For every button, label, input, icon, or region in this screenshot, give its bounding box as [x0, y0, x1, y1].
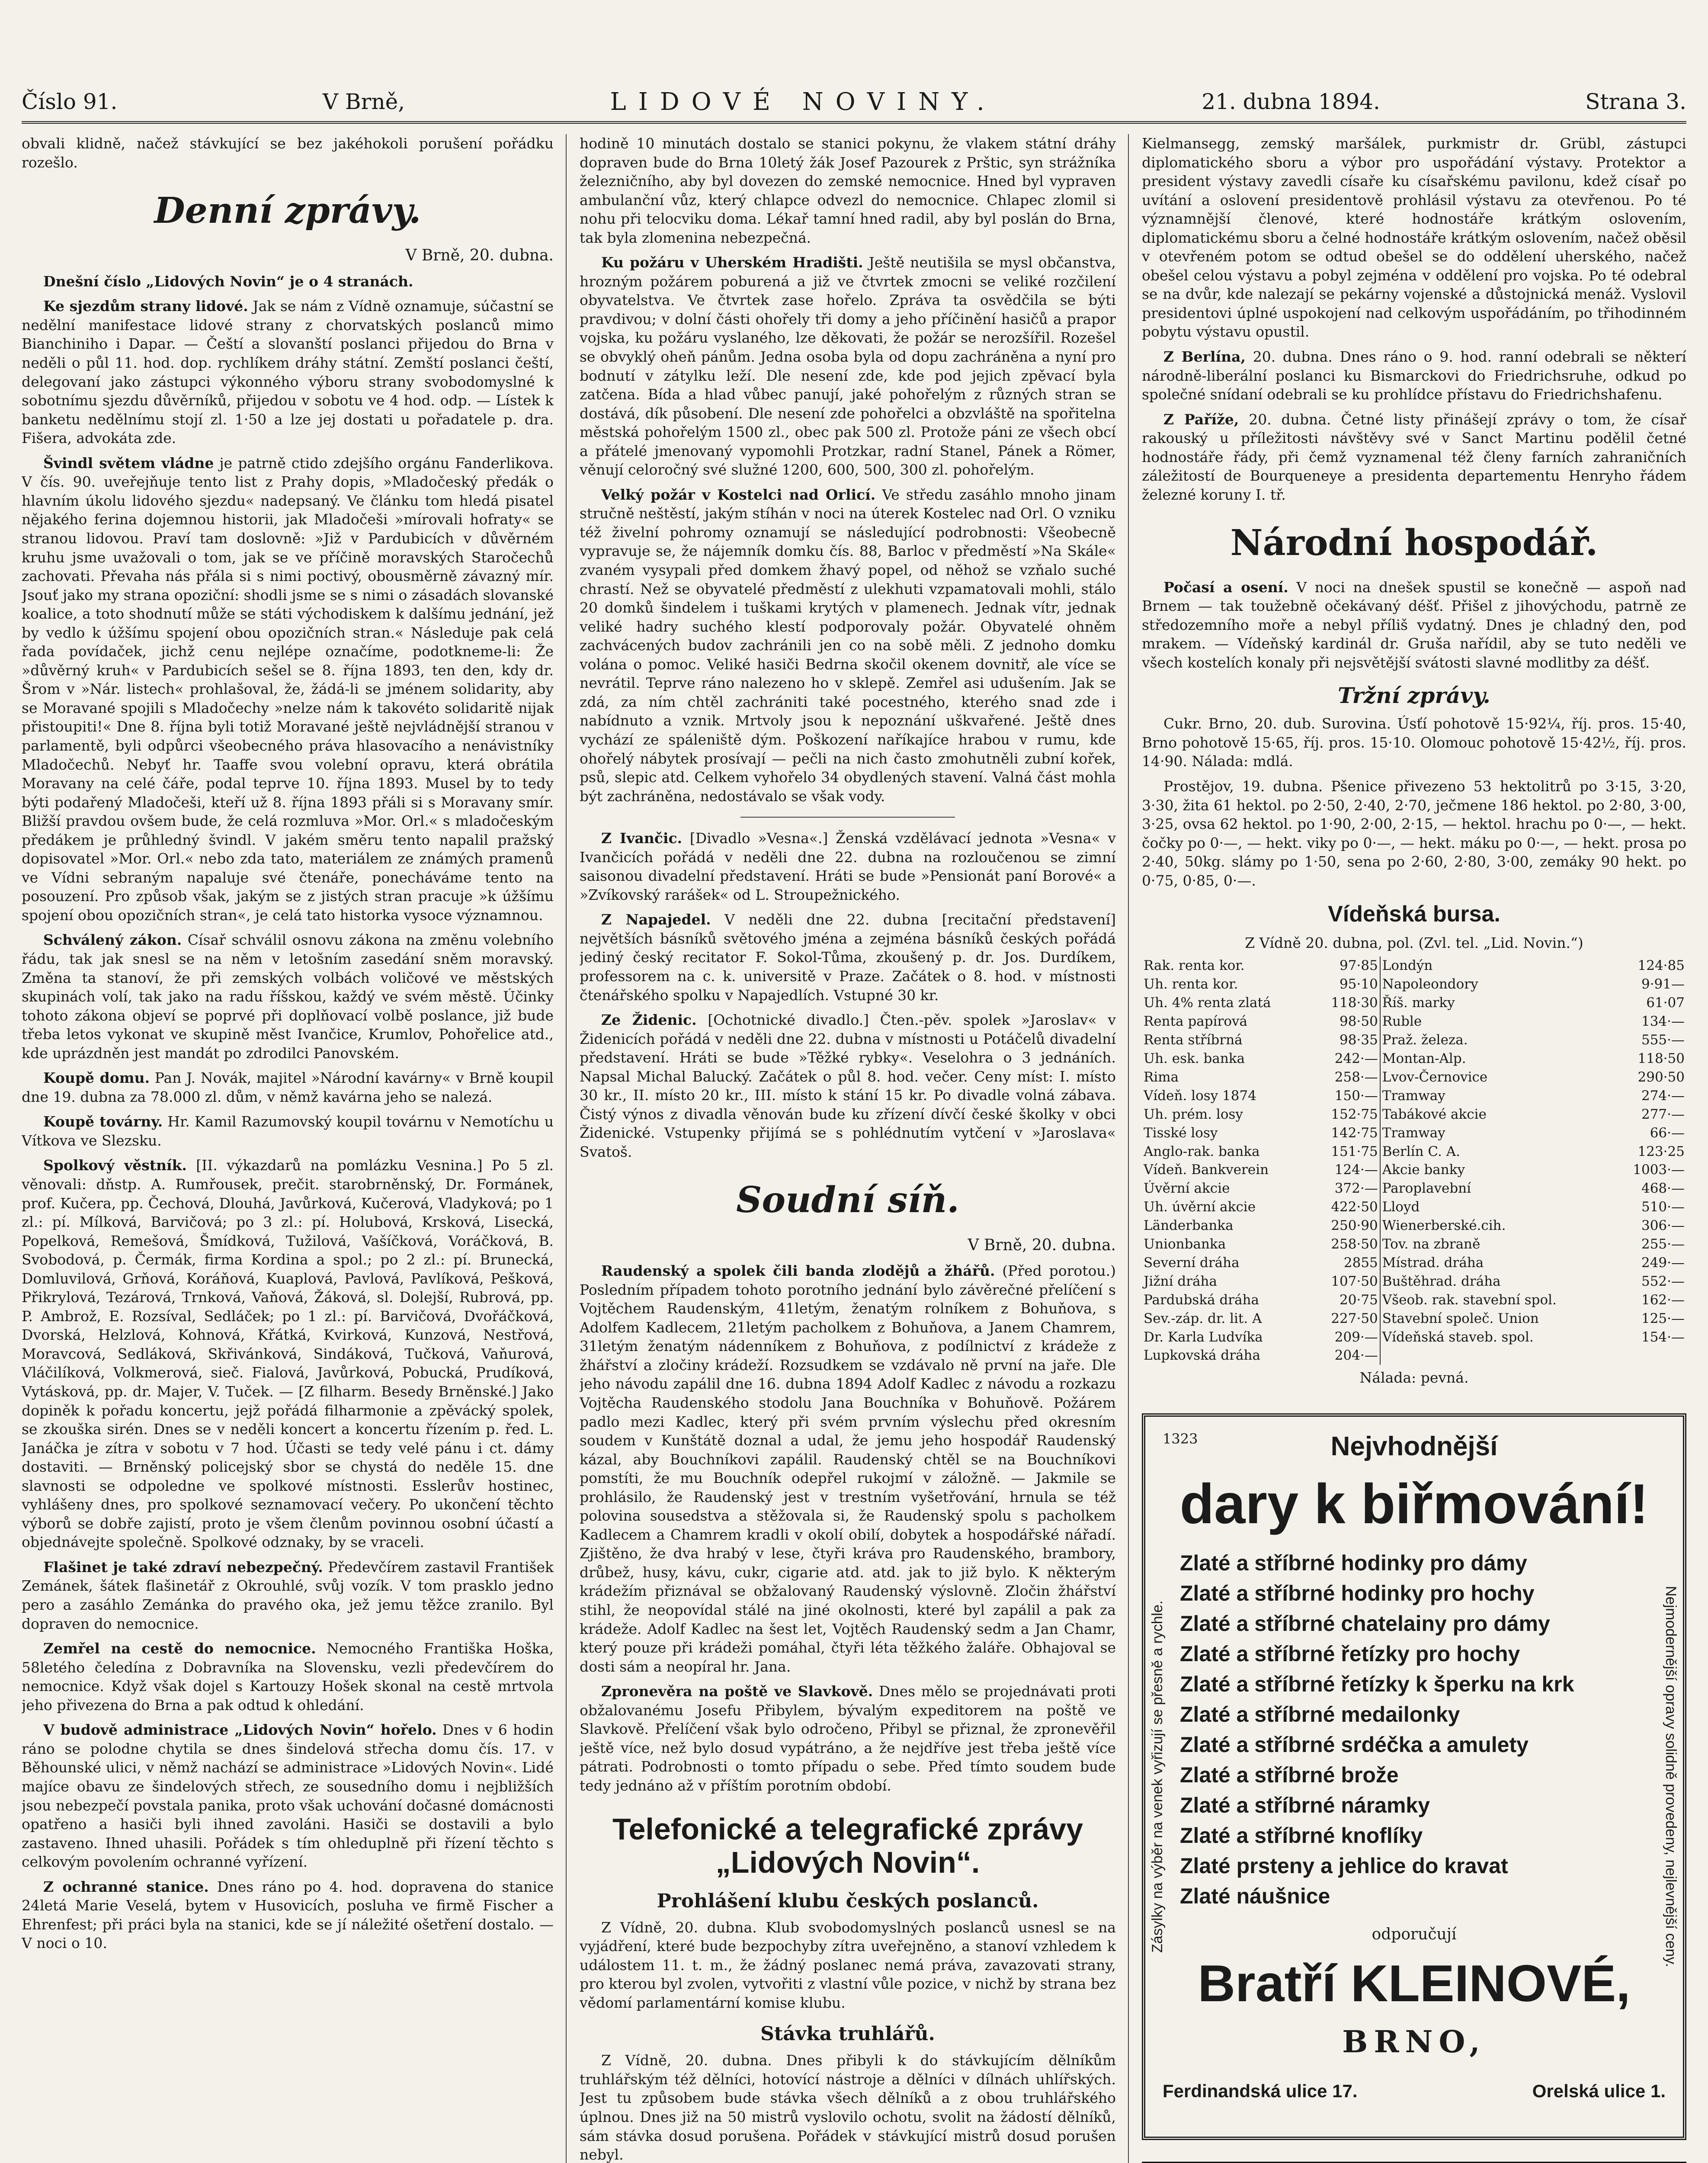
article-heading: Ku požáru v Uherském Hradišti. — [601, 254, 863, 271]
article-heading: Z ochranné stanice. — [43, 1878, 209, 1895]
bursa-security-name: Uh. prém. losy — [1144, 1106, 1243, 1122]
section-title-narodni-hospodar: Národní hospodář. — [1230, 522, 1598, 564]
bursa-price: 98·35 — [1339, 1032, 1378, 1048]
article-heading: Velký požár v Kostelci nad Orlicí. — [601, 486, 876, 503]
article-body: [Ochotnické divadlo.] Čten.-pěv. spolek »Jaroslav« v Židenicích pořádá v neděli dne 22. dubna v místnosti u Potáčelů divadelní představení. Hráti se bude »Těžké rybky«. Veselohra o 3 jednáních. Napsal Michal Balucký. Začátek o půl 8. hod. večer. Ceny míst: I. místo 30 kr., II. místo 20 kr., III. místo k stání 15 kr. Po divadle volná zábava. Čistý výnos z divadla věnován bude ku zřízení dívčí české školky v obci Židenické. Vstupenky přijímá se s pohlédnutím vytčení v »Jaroslava« Svatoš. — [580, 1011, 1116, 1160]
bursa-security-name: Länderbanka — [1144, 1218, 1234, 1234]
article — [22, 297, 554, 447]
dateline: V Brně, 20. dubna. — [968, 1236, 1116, 1254]
bursa-security-name — [1380, 1346, 1614, 1365]
article-heading: Schválený zákon. — [43, 931, 182, 949]
bursa-row — [1142, 1254, 1686, 1272]
article-heading: Koupě továrny. — [43, 1113, 163, 1130]
bursa-price: 118·30 — [1331, 995, 1378, 1011]
bursa-row — [1142, 1309, 1686, 1328]
ad-item: Zlaté a stříbrné knoflíky — [1180, 1823, 1423, 1848]
bursa-security-name: Říš. marky — [1380, 994, 1614, 1012]
article — [580, 1261, 1116, 1676]
bursa-security-name: Tramway — [1380, 1124, 1614, 1142]
column-2 — [580, 134, 1116, 2163]
bursa-security-name: Londýn — [1380, 956, 1614, 975]
section-title-denni-zpravy: Denní zprávy. — [154, 190, 421, 232]
column-rule — [566, 134, 567, 2163]
article-body: je patrně ctido zdejšího orgánu Fanderlikova. V čís. 90. uveřejňuje tento list z Prahy dopis, »Mladočeský předák o hlavním úkolu lidového sjezdu« nadepsaný. Ve článku tom hledá pisatel nějakého ferina dojemnou historii, jak Mladočeši »mírovali hofraty« se stranou lidovou. Praví tam doslovně: »Již v Pardubicích v důvěrném kruhu jsme uvažovali o tom, jak se ve příčině moravských Staročechů zachovati. Převaha nás přála si s nimi poctivý, obousměrně závazný mír. Jsouť jako my strana opoziční: shodli jsme se s nimi o zásadách slovanské koalice, a toto shodnutí může se státi východiskem k dalšímu jednání, jež by vedlo k úžšímu spojení obou opozičních stran.« Následuje pak celá řada povídaček, jichž cenu nejlépe označíme, podotkneme-li: Že »důvěrný kruh« v Pardubicích sešel se 8. října 1893, ten den, kdy dr. Šrom v »Nár. listech« prohlašoval, že, žádá-li se jménem solidarity, aby se Moravané spojili s Mladočechy »nelze nám k takovéto solidaritě nijak přistoupiti!« Dne 8. října byli totiž Moravané ještě nejvládnější stranou v parlamentě, byli odpůrci všeobecného práva hlasovacího a nenávistníky Mladočechů. Nebyť hr. Taaffe svou volební opravu, která obrátila Moravany na celé čáře, podal teprve 10. října 1893. Musel by to tedy býti podařený Mladočeši, kteří už 8. října 1893 přáli si s Moravany smír. Bližší pravdou ovšem bude, že celá rozmluva »Mor. Orl.« s mladočeským předákem je průhledný švindl. V jakém směru tento napalil pražský dopisovatel »Mor. Orl.« nebo zda tato, materiálem ze známých pramenů ve Vídni sebraným napaluje své čtenáře, ponecháváme tento na posouzení. Pro způsob však, jakým se z jistých stran pracuje »k úžšímu spojení obou opozičních stran«, je celá tato historka vysoce významnou. — [22, 454, 554, 924]
bursa-price: 162·— — [1641, 1292, 1685, 1308]
article-heading: Ke sjezdům strany lidové. — [43, 298, 248, 315]
bursa-price: 204·— — [1334, 1348, 1378, 1364]
bursa-security-name: Paroplavební — [1380, 1179, 1614, 1198]
bursa-security-name: Vídeňská staveb. spol. — [1380, 1328, 1614, 1347]
bursa-security-name: Rima — [1144, 1069, 1179, 1085]
bursa-security-name: Uh. úvěrní akcie — [1144, 1199, 1256, 1215]
article — [22, 1720, 554, 1871]
market-report: Cukr. Brno, 20. dub. Surovina. Úsťí pohotově 15·92¼, říj. pros. 15·40, Brno pohotově 15·65, říj. pros. 15·10. Olomouc pohotově 15·42½, říj. pros. 14·90. Nálada: mdlá. — [1142, 715, 1686, 770]
bursa-security-name: Napoleondory — [1380, 975, 1614, 994]
article-heading: Flašinet je také zdraví nebezpečný. — [43, 1558, 323, 1576]
bursa-table-body — [1142, 956, 1686, 1365]
bursa-price: 249·— — [1641, 1255, 1685, 1271]
article — [22, 931, 554, 1062]
subheading: Stávka truhlářů. — [760, 2023, 935, 2045]
article-heading: Z Ivančic. — [601, 830, 683, 847]
bursa-security-name: Lupkovská dráha — [1144, 1348, 1260, 1364]
ad-city: BRNO, — [1342, 2023, 1486, 2060]
column-rule — [1128, 134, 1129, 2163]
bursa-price: 277·— — [1641, 1106, 1685, 1122]
article-body: Dnes v 6 hodin ráno se polodne chytila se dnes šindelová střecha domu čís. 17. v Běhounské ulici, v němž nachází se administrace »Lidových Novin«. Lidé majíce obavu ze šindelových střech, ze sousedního domu i nejbližších jsou nebezpečí povstala panika, proto však uchování dočasné domácnosti opatřeno a hasiči byli ihned zavoláni. Hasiči se dostavili a bylo zastaveno. Ihned uhasili. Pořádek s tím ohleduplně při řízení těchto s celkovým povolením ochranné vyřízení. — [22, 1721, 554, 1871]
bursa-price: 209·— — [1334, 1329, 1378, 1345]
bursa-row — [1142, 1161, 1686, 1179]
ad-item: Zlaté a stříbrné hodinky pro dámy — [1180, 1551, 1527, 1575]
article-body: Hr. Kamil Razumovský koupil továrnu v Nemotíchu u Vítkova ve Slezsku. — [22, 1113, 554, 1149]
bursa-security-name: Anglo-rak. banka — [1144, 1143, 1260, 1159]
bursa-price: 250·90 — [1331, 1218, 1378, 1234]
article — [22, 1558, 554, 1633]
article — [22, 1639, 554, 1714]
newspaper-page — [22, 17, 1686, 2163]
bursa-price: 422·50 — [1331, 1199, 1378, 1215]
bursa-security-name: Vídeň. Bankverein — [1144, 1162, 1269, 1178]
article — [22, 1156, 554, 1551]
article — [1142, 578, 1686, 672]
article-continuation: obvali klidně, načež stávkující se bez jakéhokoli porušení pořádku rozešlo. — [22, 135, 554, 171]
bursa-price: 98·50 — [1339, 1014, 1378, 1030]
ad-item-list — [1163, 1548, 1666, 1911]
bursa-price: 118·50 — [1638, 1050, 1685, 1066]
ad-item: Zlaté a stříbrné brože — [1180, 1763, 1399, 1787]
bursa-price: 274·— — [1641, 1088, 1685, 1104]
subheading-bursa: Vídeňská bursa. — [1328, 902, 1500, 927]
ad-recommend: odporučují — [1372, 1926, 1457, 1943]
page-number: Strana 3. — [1585, 89, 1686, 114]
ad-item: Zlaté náušnice — [1180, 1884, 1330, 1908]
bursa-row — [1142, 956, 1686, 975]
bursa-row — [1142, 1179, 1686, 1198]
bursa-row — [1142, 1198, 1686, 1216]
article-heading: Zemřel na cestě do nemocnice. — [43, 1640, 316, 1657]
bursa-security-name: Unionbanka — [1144, 1236, 1226, 1252]
bursa-security-name: Praž. železa. — [1380, 1031, 1614, 1049]
ad-item: Zlaté a stříbrné medailonky — [1180, 1702, 1460, 1727]
bursa-price: 468·— — [1641, 1181, 1685, 1197]
bursa-row — [1142, 1012, 1686, 1031]
masthead — [22, 82, 1686, 124]
bursa-security-name: Montan-Alp. — [1380, 1049, 1614, 1068]
bursa-row — [1142, 1328, 1686, 1347]
article-heading: Ze Židenic. — [601, 1011, 697, 1029]
article-heading: Raudenský a spolek čili banda zlodějů a žhářů. — [601, 1262, 995, 1280]
bursa-security-name: Akcie banky — [1380, 1161, 1614, 1179]
article-continuation: Kielmansegg, zemský maršálek, purkmistr dr. Grübl, zástupci diplomatického sboru a výbor pro uspořádání výstavy. Protektor a president výstavy zavedli císaře ku císařskému pavilonu, kdež císař po uvítání a oslovení presidentově prohlásil výstavu za otevřenou. Po té významnější členové, které hodnostáře krátkým oslovením, diplomatickému sboru a čelné hodnostáře krátkým oslovením, načež oběsil v otevřeném potom se odtud obešel se do oddělení uherského, načež obešel celou výstavu a pobyl zejména v oddělení pro vojska. Po té odebral se na dvůr, kde nalezají se pekárny vojenské a důstojnická menáž. Vyslovil presidentovi úplné uspokojení nad celkovým uspořádáním, po třihodinném pobytu výstavu opustil. — [1142, 135, 1686, 340]
bursa-security-name: Uh. esk. banka — [1144, 1050, 1245, 1066]
article — [1142, 410, 1686, 504]
bursa-price: 306·— — [1641, 1218, 1685, 1234]
article — [1142, 347, 1686, 404]
bursa-security-name: Vídeň. losy 1874 — [1144, 1088, 1256, 1104]
article — [580, 910, 1116, 1004]
divider — [740, 817, 955, 818]
page-count-notice: Dnešní číslo „Lidových Novin“ je o 4 stranách. — [43, 273, 413, 290]
bursa-price: 123·25 — [1638, 1143, 1685, 1159]
article-body: Pan J. Novák, majitel »Národní kavárny« v Brně koupil dne 19. dubna za 78.000 zl. dům, v němž kavárna jeho se nalezá. — [22, 1069, 554, 1105]
section-title-soudni-sin: Soudní síň. — [736, 1179, 959, 1221]
bursa-row — [1142, 1031, 1686, 1049]
bursa-price: 1003·— — [1633, 1162, 1685, 1178]
bursa-price: 9·91— — [1641, 976, 1685, 992]
bursa-security-name: Dr. Karla Ludvíka — [1144, 1329, 1263, 1345]
bursa-price: 142·75 — [1331, 1125, 1378, 1141]
subheading-trzni-zpravy: Tržní zprávy. — [1338, 683, 1490, 709]
bursa-security-name: Renta papírová — [1144, 1014, 1248, 1030]
ad-headline: Nejvhodnější — [1330, 1431, 1498, 1462]
ad-firm-name: Bratří KLEINOVÉ, — [1198, 1954, 1631, 2012]
bursa-price: 134·— — [1641, 1014, 1685, 1030]
bursa-price: 154·— — [1641, 1329, 1685, 1345]
bursa-price: 66·— — [1650, 1125, 1685, 1141]
bursa-price: 124·85 — [1638, 958, 1685, 974]
article-body: Dnes mělo se projednávati proti obžalovanému Josefu Přibylem, bývalým expeditorem na poště ve Slavkově. Přelíčení však bylo odročeno, Přibyl se přiznal, že zpronevěřil ještě více, než bylo dosud vypátráno, a že nejdříve jest třeba ještě více pátrati. Podrobnosti o tomto případu o sebe. Před tímto soudem bude tedy jednáno až v příštím porotním období. — [580, 1683, 1116, 1794]
bursa-row — [1142, 1235, 1686, 1254]
article-heading: Koupě domu. — [43, 1069, 150, 1087]
article — [22, 454, 554, 925]
bursa-price: 255·— — [1641, 1236, 1685, 1252]
bursa-security-name: Tisské losy — [1144, 1125, 1218, 1141]
bursa-price — [1614, 1346, 1686, 1365]
column-1 — [22, 134, 554, 2163]
market-report: Prostějov, 19. dubna. Pšenice přivezeno 53 hektolitrů po 3·15, 3·20, 3·30, žita 61 hektol. po 2·50, 2·40, 2·70, ječmene 186 hektol. po 2·80, 3·00, 3·25, ovsa 62 hektol. po 1·90, 2·00, 2·15, — hektol. hrachu po 0·—, — hekt. čočky po 0·—, — hekt. viky po 0·—, — hekt. máku po 0·—, — hekt. prosa po 2·40, 50kg. slámy po 1·50, sena po 2·60, 2·80, 3·00, zemáky 90 hekt. po 0·75, 0·85, 0·—. — [1142, 778, 1686, 889]
bursa-price: 124·— — [1334, 1162, 1378, 1178]
ad-headline-large: dary k biřmování! — [1179, 1472, 1649, 1535]
section-title-telegrafy: Telefonické a telegrafické zprávy „Lidových Novin“. — [612, 1812, 1083, 1879]
bursa-security-name: Lloyd — [1380, 1198, 1614, 1216]
article-heading: Zpronevěra na poště ve Slavkově. — [601, 1683, 873, 1700]
bursa-row — [1142, 1142, 1686, 1161]
bursa-security-name: Buštěhrad. dráha — [1380, 1272, 1614, 1291]
bursa-price: 2855 — [1343, 1255, 1378, 1271]
article-body: Jak se nám z Vídně oznamuje, súčastní se nedělní manifestace lidové strany z chorvatských poslanců mimo Bianchiniho i Dapar. — Čeští a slovanští poslanci přijedou do Brna v neděli o půl 11. hod. dop. rychlíkem dráhy státní. Zemští poslanci čeští, delegovaní jako zástupci výkonného výboru strany svobodomyslné k sobotnímu sjezdu důvěrníků, přijedou v sobotu ve 4 hod. odp. — Lístek k banketu nedělnímu stojí zl. 1·50 a lze jej dostati u pořadatele p. dra. Fišera, advokáta zde. — [22, 298, 554, 447]
bursa-price: 152·75 — [1331, 1106, 1378, 1122]
bursa-price: 61·07 — [1646, 995, 1685, 1011]
bursa-security-name: Severní dráha — [1144, 1255, 1240, 1271]
article: Z Vídně, 20. dubna. Klub svobodomyslných poslanců usnesl se na vyjádření, které bude bezpochyby zítra uveřejněno, a stanoví vzhledem k událostem 11. t. m., že žádný poslanec nemá práva, zavazovati strany, pro kterou byl zvolen, vytvořiti z vlastní vůle pozice, v nichž by strana bez vědomí parlamentární komise klubu. — [580, 1919, 1116, 2011]
bursa-security-name: Tramway — [1380, 1087, 1614, 1105]
bursa-security-name: Tov. na zbraně — [1380, 1235, 1614, 1254]
bursa-security-name: Jižní dráha — [1144, 1273, 1218, 1289]
bursa-row — [1142, 1346, 1686, 1365]
dateline: V Brně, 20. dubna. — [405, 247, 554, 265]
place: V Brně, — [322, 89, 405, 114]
article-heading: V budově administrace „Lidových Novin“ hořelo. — [43, 1721, 437, 1739]
article-body: 20. dubna. Četné listy přinášejí zprávy o tom, že císař rakouský u příležitosti návštěvy své v Sanct Martinu podělil četné hodnostáře řády, při čemž vyznamenal též členy farních zahraničních záležitostí de Bourqueneye a presidenta departementu Henryho řádem železné koruny I. tř. — [1142, 411, 1686, 503]
bursa-price: 242·— — [1334, 1050, 1378, 1066]
article-heading: Spolkový věstník. — [43, 1157, 187, 1174]
issue-number: Číslo 91. — [22, 89, 118, 114]
bursa-price: 552·— — [1641, 1273, 1685, 1289]
article-heading: Švindl světem vládne — [43, 454, 214, 472]
ad-address: Orelská ulice 1. — [1532, 2081, 1666, 2102]
article-body: Ještě neutišila se mysl občanstva, hrozným požárem poburená a již ve čtvrtek zmocni se veliké rozčilení obyvatelstva. Ve čtvrtek zase hořelo. Zpráva ta osvědčila se býti pravdivou; v dolní části ohořely tři domy a jeho příčinění hasičů a prapor vojska, ku požáru vyslaného, lze děkovati, že požár se nerozšířil. Rozešel se obvyklý oheň pánům. Jedna osoba byla od dopu zachráněna a nyní pro bodnutí v zátylku leží. Dle nesení zde, kde pod jejich zpěvací byla zatčena. Bída a hlad vůbec panují, jaké pohořelým z různých stran se dostává, dík působení. Dle nesení zde pohořelci a obzvláště na spořitelna městská pohořelým 1500 zl., obec pak 500 zl. Protože páni ze všech obcí a přátelé jmenovaný vypomohli Protzkar, radní Stanel, Pánek a Römer, věnují celoročný své služné 1200, 600, 500, 300 zl. pohořelým. — [580, 254, 1116, 478]
bursa-price: 258·— — [1334, 1069, 1378, 1085]
column-3 — [1142, 134, 1686, 2163]
bursa-price: 151·75 — [1331, 1143, 1378, 1159]
article — [580, 1011, 1116, 1161]
bursa-security-name: Wienerberské.cih. — [1380, 1216, 1614, 1235]
newspaper-title: LIDOVÉ NOVINY. — [610, 87, 997, 116]
bursa-row — [1142, 1216, 1686, 1235]
ad-item: Zlaté a stříbrné hodinky pro hochy — [1180, 1581, 1535, 1605]
bursa-price: 555·— — [1641, 1032, 1685, 1048]
bursa-price: 95·10 — [1339, 976, 1378, 992]
ad-item: Zlaté a stříbrné řetízky pro hochy — [1180, 1642, 1520, 1666]
bursa-price: 510·— — [1641, 1199, 1685, 1215]
bursa-price: 227·50 — [1331, 1310, 1378, 1326]
subheading: Prohlášení klubu českých poslanců. — [657, 1890, 1039, 1912]
bursa-security-name: Místrad. dráha — [1380, 1254, 1614, 1272]
article-body: Předevčírem zastavil František Zemánek, šátek flašinetář z Okrouhlé, svůj vozík. V tom prasklo jedno pero a zasáhlo Zemánka do pravého oka, jež jemu těžce zranilo. Byl dopraven do nemocnice. — [22, 1558, 554, 1632]
ad-address: Ferdinandská ulice 17. — [1163, 2081, 1358, 2102]
advertisement-kleinove — [1142, 1413, 1686, 2140]
article-body: 20. dubna. Dnes ráno o 9. hod. ranní odebrali se některí národně-liberální poslanci ku Bismarckovi do Friedrichsruhe, odkud po společné snídaní odebrali se ku prohlídce přístavu do Friedrichshafenu. — [1142, 348, 1686, 403]
ad-item: Zlaté a stříbrné řetízky k šperku na krk — [1180, 1672, 1574, 1696]
bursa-security-name: Uh. 4% renta zlatá — [1144, 995, 1271, 1011]
ad-side-text: Nejmodernější opravy solidně provedeny, nejlevnější ceny. — [1663, 1586, 1679, 1967]
article — [580, 485, 1116, 806]
ad-addresses — [1163, 2079, 1666, 2103]
article-body: Ve středu zasáhlo mnoho jinam stručně neštěstí, jakým stíhán v noci na úterek Kostelec nad Orl. O vzniku též živelní pohromy oznamují se následující podrobnosti: Všeobecně vypravuje se, že nájemník domku čís. 88, Barloc v předměstí »Na Skále« zvaném vysypali před domkem žhavý popel, od něhož se vzňalo suché chrastí. Než se obyvatelé předměstí z ulekhuti vzpamatovali mohli, stálo 20 domků šindelem i tuškami krytých v plamenech. Jednak vítr, jednak veliké hadry suchého klestí podporovaly požár. Obyvatelé ohněm zachvácených budov zachránili jen co na sobě měli. Z jednoho domku volána o pomoc. Veliké hasiči Bedrna skočil okenem dovnitř, ale více se nevrátil. Teprve ráno nalezeno ho v sklepě. Zemřel asi udušením. Jak se zdá, za ním chtěl zachrániti také pocestného, kterého snad zde i nabídnuto a vznik. Mrtvoly jsou k nepoznání uškvařené. Ještě dnes vychází ze spáleniště dým. Poškození naříkajíce hrabou v rumu, kde ohořelý nábytek prosívají — pečli na nich často zmohutněli zubní kořek, psů, slepic atd. Celkem vyhořelo 34 obydlených stavení. Valná část mohla být zachráněna, nedostávalo se však vody. — [580, 486, 1116, 805]
bursa-security-name: Úvěrní akcie — [1144, 1181, 1230, 1197]
article-heading: Počasí a osení. — [1163, 578, 1288, 596]
bursa-security-name: Stavební společ. Union — [1380, 1309, 1614, 1328]
bursa-security-name: Tabákové akcie — [1380, 1105, 1614, 1124]
ad-item: Zlaté prsteny a jehlice do kravat — [1180, 1854, 1508, 1878]
bursa-row — [1142, 994, 1686, 1012]
bursa-security-name: Renta stříbrná — [1144, 1032, 1243, 1048]
article-body: [Divadlo »Vesna«.] Ženská vzdělávací jednota »Vesna« v Ivančicích pořádá v neděli dne 22. dubna na rozloučenou se zimní saisonou divadelní představení. Hráti se bude »Pensionát paní Borové« a »Zvíkovský rarášek« od L. Stroupežnického. — [580, 830, 1116, 903]
article-body: Nemocného Františka Hoška, 58letého čeledína z Dobravníka na Slovensku, vezli předevčírem do nemocnice. Když však dojel s Kartouzy Hošek skonal na cestě mrtvola jeho přivezena do Brna a pak odtud k ohledání. — [22, 1640, 554, 1714]
bursa-price: 20·75 — [1339, 1292, 1378, 1308]
bursa-price: 107·50 — [1331, 1273, 1378, 1289]
bursa-price: 150·— — [1334, 1088, 1378, 1104]
bursa-security-name: Ruble — [1380, 1012, 1614, 1031]
article-body: V noci na dnešek spustil se konečně — aspoň nad Brnem — tak toužebně očekávaný déšť. Přišel z jihovýchodu, patrně ze středozemního moře a nebyl příliš vydatný. Dnes je chladný den, pod mrakem. — Vídeňský kardinál dr. Gruša nařídil, aby se tuto neděli ve všech kostelích konaly při nejsvětější svátosti slavné modlitby za déšť. — [1142, 578, 1686, 671]
bursa-row — [1142, 1105, 1686, 1124]
article: Z Vídně, 20. dubna. Dnes přibyli k do stávkujícím dělníkům truhlářským též dělníci, hotovící nástroje a dělníci v dílnách uhlířských. Jest tu způsobem bude stávka všech dělníků a z obou truhlářského úplnou. Dnes již na 50 mistrů vyslovilo ochotu, svolit na žádostí dělníků, sám stávka dosud porušena. Pořádek v stávkující mistrů dosud porušen nebyl. — [580, 2052, 1116, 2163]
bursa-row — [1142, 975, 1686, 994]
market-mood: Nálada: pevná. — [1359, 1369, 1469, 1386]
ad-item: Zlaté a stříbrné náramky — [1180, 1793, 1430, 1817]
issue-date: 21. dubna 1894. — [1202, 89, 1380, 114]
bursa-security-name: Lvov-Černovice — [1380, 1068, 1614, 1087]
article — [22, 1112, 554, 1150]
article — [580, 1682, 1116, 1795]
bursa-security-name: Rak. renta kor. — [1144, 958, 1245, 974]
bursa-row — [1142, 1087, 1686, 1105]
bursa-security-name: Uh. renta kor. — [1144, 976, 1238, 992]
ad-item: Zlaté a stříbrné chatelainy pro dámy — [1180, 1611, 1550, 1636]
article — [22, 1877, 554, 1953]
bursa-table — [1142, 956, 1686, 1365]
bursa-price: 258·50 — [1331, 1236, 1378, 1252]
article-heading: Z Berlína, — [1163, 348, 1246, 366]
article — [580, 253, 1116, 479]
article-continuation: hodině 10 minutách dostalo se stanici pokynu, že vlakem státní dráhy dopraven bude do Brna 10letý žák Josef Pazourek z Prštic, syn strážníka železničního, aby byl dovezen do zemské nemocnice. Hned byl vypraven ambulanční vůz, který chlapce odvezl do nemocnice. Chlapec zlomil si nohu při telocviku doma. Lékař tamní hned radil, aby byl poslán do Brna, tak byla zlomenina nebezpečná. — [580, 135, 1116, 246]
bursa-row — [1142, 1291, 1686, 1309]
ad-side-text: Zásylky na výběr na venek vyřizují se přesně a rychle. — [1149, 1600, 1166, 1953]
bursa-row — [1142, 1124, 1686, 1142]
bursa-row — [1142, 1068, 1686, 1087]
article-body: Dnes ráno po 4. hod. dopravena do stanice 24letá Marie Veselá, bytem v Husovicích, posluha ve firmě Fischer a Ehrenfest; při práci byla na stanici, kde se jí náležité ošetření dostalo. — V noci o 10. — [22, 1878, 554, 1952]
ad-number: 1323 — [1163, 1430, 1198, 1447]
bursa-security-name: Berlín C. A. — [1380, 1142, 1614, 1161]
bursa-price: 125·— — [1641, 1310, 1685, 1326]
article-body: V neděli dne 22. dubna [recitační představení] největších básníků světového jména a zejména básníků českých pořádá jediný český recitator F. Sokol-Tůma, zkoušený p. dr. Jos. Durdíkem, professorem na c. k. universitě v Praze. Začátek o 8. hod. v místnosti čtenářského spolku v Napajedlích. Vstupné 30 kr. — [580, 911, 1116, 1004]
bursa-dateline: Z Vídně 20. dubna, pol. (Zvl. tel. „Lid. Novin.“) — [1245, 934, 1583, 951]
article — [22, 1069, 554, 1106]
article — [580, 829, 1116, 904]
bursa-security-name: Pardubská dráha — [1144, 1292, 1259, 1308]
article-heading: Z Paříže, — [1163, 411, 1239, 428]
article-body: (Před porotou.) Posledním případem tohoto porotního jednání bylo závěrečné přelíčení s Vojtěchem Raudenským, 41letým, ženatým rolníkem z Bohuňova, s Adolfem Kadlecem, 21letým pacholkem z Bohuňova, a Janem Chamrem, 31letým ženatým nádenníkem z Bohuňova, z podílnictví z krádeže z žhářství a zločiny krádeží. Rozsudkem se vzdávalo ně první na jaře. Dle jeho návodu zapálil dne 16. dubna 1894 Adolf Kadlec z návodu a rozkazu Vojtěcha Raudenského stodolu Jana Bouchníka v Bohuňově. Požárem padlo mezi Kadlec, který při svém prvním výslechu před okresním soudem v Kunštátě doznal a udal, že jemu jeho hospodář Raudenský kázal, aby Bouchníkovi zapálil. Raudenský chtěl se na Bouchníkovi pomstíti, že mu Bouchník odepřel rukojmí v záložně. — Jakmile se prohlásilo, že Raudenský jest v trestním vyšetřování, hrnula se též polovina sousedstva a stěžovala si, že Raudenský spolu s pacholkem Kadlecem a Chamrem kradli v okolí obilí, dobytek a hospodářské nářadí. Zjištěno, že dva hrabý v lese, čtyři kráva pro Raudenského, brambory, drůbež, husy, kávu, cukr, cigarie atd. atd. jak to již bylo. K některým krádežím přiznával se obžalovaný Raudenský výslovně. Zločin žhářství stihl, že neopovídal stálé na jiné okolnosti, které byl zapálil a pak za krádeže. Adolf Kadlec na šest let, Vojtěch Raudenský sedm a Jan Chamr, který pouze při krádeži pomáhal, čtyři léta těžkého žaláře. Obhajoval se dosti sám a neopíral hr. Jana. — [580, 1262, 1116, 1675]
bursa-security-name: Všeob. rak. stavební spol. — [1380, 1291, 1614, 1309]
bursa-price: 97·85 — [1339, 958, 1378, 974]
article-body: [II. výkazdarů na pomlázku Vesnina.] Po 5 zl. věnovali: dňstp. A. Rumřousek, prečit. starobrněnský, Dr. Formánek, prof. Kučera, pp. Čechová, Dlouhá, Javůrková, Kučerová, Vladyková; po 1 zl.: pí. Mílková, Barvičová; po 3 zl.: pí. Holubová, Krsková, Lisecká, Popelková, Remešová, Šmídková, Tužilová, Vašíčková, Voráčková, B. Svobodová, p. Čermák, firma Kordina a spol.; po 2 zl.: pí. Brunecká, Domluvilová, Grňová, Koráňová, Kuaplová, Pavlová, Pavlíková, Pešková, Přikrylová, Tezárová, Trnková, Vaňová, Žáková, sl. Dolejší, Rubrová, pp. P. Ambrož, E. Rozsíval, Sedláček; po 1 zl.: pí. Barvičová, Dvořáčková, Dvorská, Helzlová, Kohnová, Křátká, Kvirková, Kunzová, Nestřová, Moravcová, Sedláková, Skřivánková, Sindáková, Tučková, Vaňurová, Vláčilíková, Volkmerová, sieč. Fialová, Javůrková, Pobucká, Prudíková, Vytásková, pp. dr. Majer, V. Tuček. — [Z filharm. Besedy Brněnské.] Jako dopiněk k pořadu koncertu, jejž pořádá filharmonie a zpěvácký spolek, se zkouška sirén. Dnes se v neděli koncert a koncertu řízením p. řed. L. Janáčka je zítra v sobotu v 7 hod. Účasti se tedy velé pánu i ct. dámy dostaviti. — Brněnský policejský sbor se chystá do neděle 15. dne slavnosti se odpoledne ve spolkové místnosti. Esslerův hostinec, vyhlášeny dnes, pro spolkové seznamovací večery. Po ukončení těchto výborů se dobře zajistí, proto je všem členům povinnou osobní účastí a objednávejte společně. Spolkové odznaky, by se vraceli. — [22, 1157, 554, 1551]
article-heading: Z Napajedel. — [601, 911, 711, 928]
article-body: Císař schválil osnovu zákona na změnu volebního řádu, tak jak snesl se na něm v letošním zasedání sněm moravský. Změna ta stanoví, že při zemských volbách voličové ve městských skupinách volí, tak jako na radu říšskou, každý ve svém městě. Účinky tohoto zákona objeví se poprvé při doplňovací volbě poslance, již bude třeba letos vykonat ve skupině měst Ivančice, Krumlov, Pohořelice atd., kde uprázdněn jest mandát po zdrodilci Panovském. — [22, 931, 554, 1062]
bursa-row — [1142, 1272, 1686, 1291]
bursa-price: 372·— — [1334, 1181, 1378, 1197]
bursa-security-name: Sev.-záp. dr. lit. A — [1144, 1310, 1262, 1326]
bursa-price: 290·50 — [1638, 1069, 1685, 1085]
bursa-row — [1142, 1049, 1686, 1068]
ad-item: Zlaté a stříbrné srdéčka a amulety — [1180, 1733, 1529, 1757]
